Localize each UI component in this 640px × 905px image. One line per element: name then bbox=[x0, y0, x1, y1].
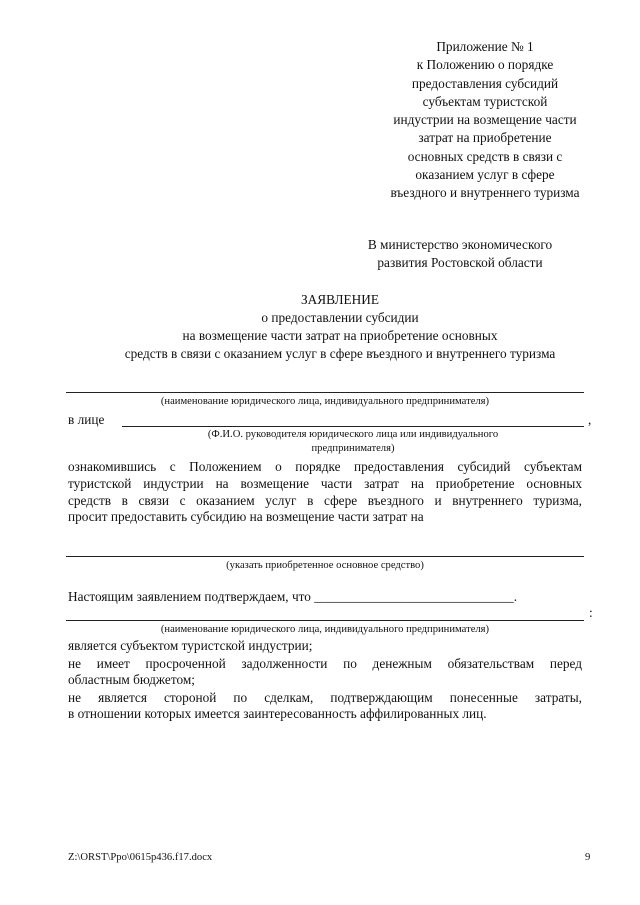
asset-caption: (указать приобретенное основное средство) bbox=[226, 560, 424, 571]
header-line: основных средств в связи с bbox=[407, 148, 563, 164]
title-heading: ЗАЯВЛЕНИЕ bbox=[301, 292, 379, 307]
entity-name-field[interactable] bbox=[66, 392, 584, 393]
entity-name-caption: (наименование юридического лица, индивидуального предпринимателя) bbox=[160, 396, 490, 407]
in-person-label: в лице bbox=[68, 412, 105, 427]
addressee bbox=[330, 236, 590, 273]
head-name-caption-line2: предпринимателя) bbox=[311, 443, 395, 454]
header-line: оказанием услуг в сфере bbox=[415, 167, 555, 183]
title-line: на возмещение части затрат на приобретение основных bbox=[182, 328, 498, 343]
statement-3-line: не является стороной по сделкам, подтверждающим понесенные затраты, bbox=[68, 690, 582, 705]
body-line: средств в связи с оказанием услуг в сфере въездного и внутреннего туризма, bbox=[68, 493, 582, 508]
file-path: Z:\ORST\Ppo\0615p436.f17.docx bbox=[68, 852, 213, 863]
confirm-colon: : bbox=[589, 605, 593, 620]
header-line: к Положению о порядке bbox=[416, 57, 554, 73]
document-title bbox=[70, 291, 610, 363]
statement-3-last: в отношении которых имеется заинтересованность аффилированных лиц. bbox=[68, 706, 487, 721]
header-line: затрат на приобретение bbox=[418, 130, 552, 146]
header-line: субъектам туристской bbox=[422, 93, 548, 109]
confirm-entity-field[interactable] bbox=[66, 620, 584, 621]
statement-2-last: областным бюджетом; bbox=[68, 672, 195, 687]
title-line: о предоставлении субсидии bbox=[261, 310, 419, 325]
addressee-line: В министерство экономического bbox=[367, 237, 553, 252]
in-person-comma: , bbox=[588, 412, 592, 427]
header-line: индустрии на возмещение части bbox=[393, 112, 577, 128]
body-line: ознакомившись с Положением о порядке предоставления субсидий субъектам bbox=[68, 459, 582, 474]
head-name-caption-line1: (Ф.И.О. руководителя юридического лица или индивидуального bbox=[207, 429, 499, 440]
head-name-field[interactable] bbox=[122, 426, 584, 427]
appendix-header bbox=[360, 38, 610, 203]
header-line: Приложение № 1 bbox=[436, 39, 534, 54]
page-number: 9 bbox=[585, 852, 591, 863]
addressee-line: развития Ростовской области bbox=[377, 255, 543, 271]
confirm-text: Настоящим заявлением подтверждаем, что ______________________________. bbox=[68, 589, 518, 604]
statement-1: является субъектом туристской индустрии; bbox=[68, 638, 313, 653]
header-line: въездного и внутреннего туризма bbox=[390, 185, 580, 201]
header-line: предоставления субсидий bbox=[411, 75, 559, 91]
asset-field[interactable] bbox=[66, 556, 584, 557]
title-line: средств в связи с оказанием услуг в сфере въездного и внутреннего туризма bbox=[124, 346, 556, 361]
statement-2-line: не имеет просроченной задолженности по денежным обязательствам перед bbox=[68, 656, 582, 671]
body-line-last: просит предоставить субсидию на возмещение части затрат на bbox=[68, 509, 424, 524]
confirm-entity-caption: (наименование юридического лица, индивидуального предпринимателя) bbox=[160, 624, 490, 635]
body-line: туристской индустрии на возмещение части затрат на приобретение основных bbox=[68, 476, 582, 491]
